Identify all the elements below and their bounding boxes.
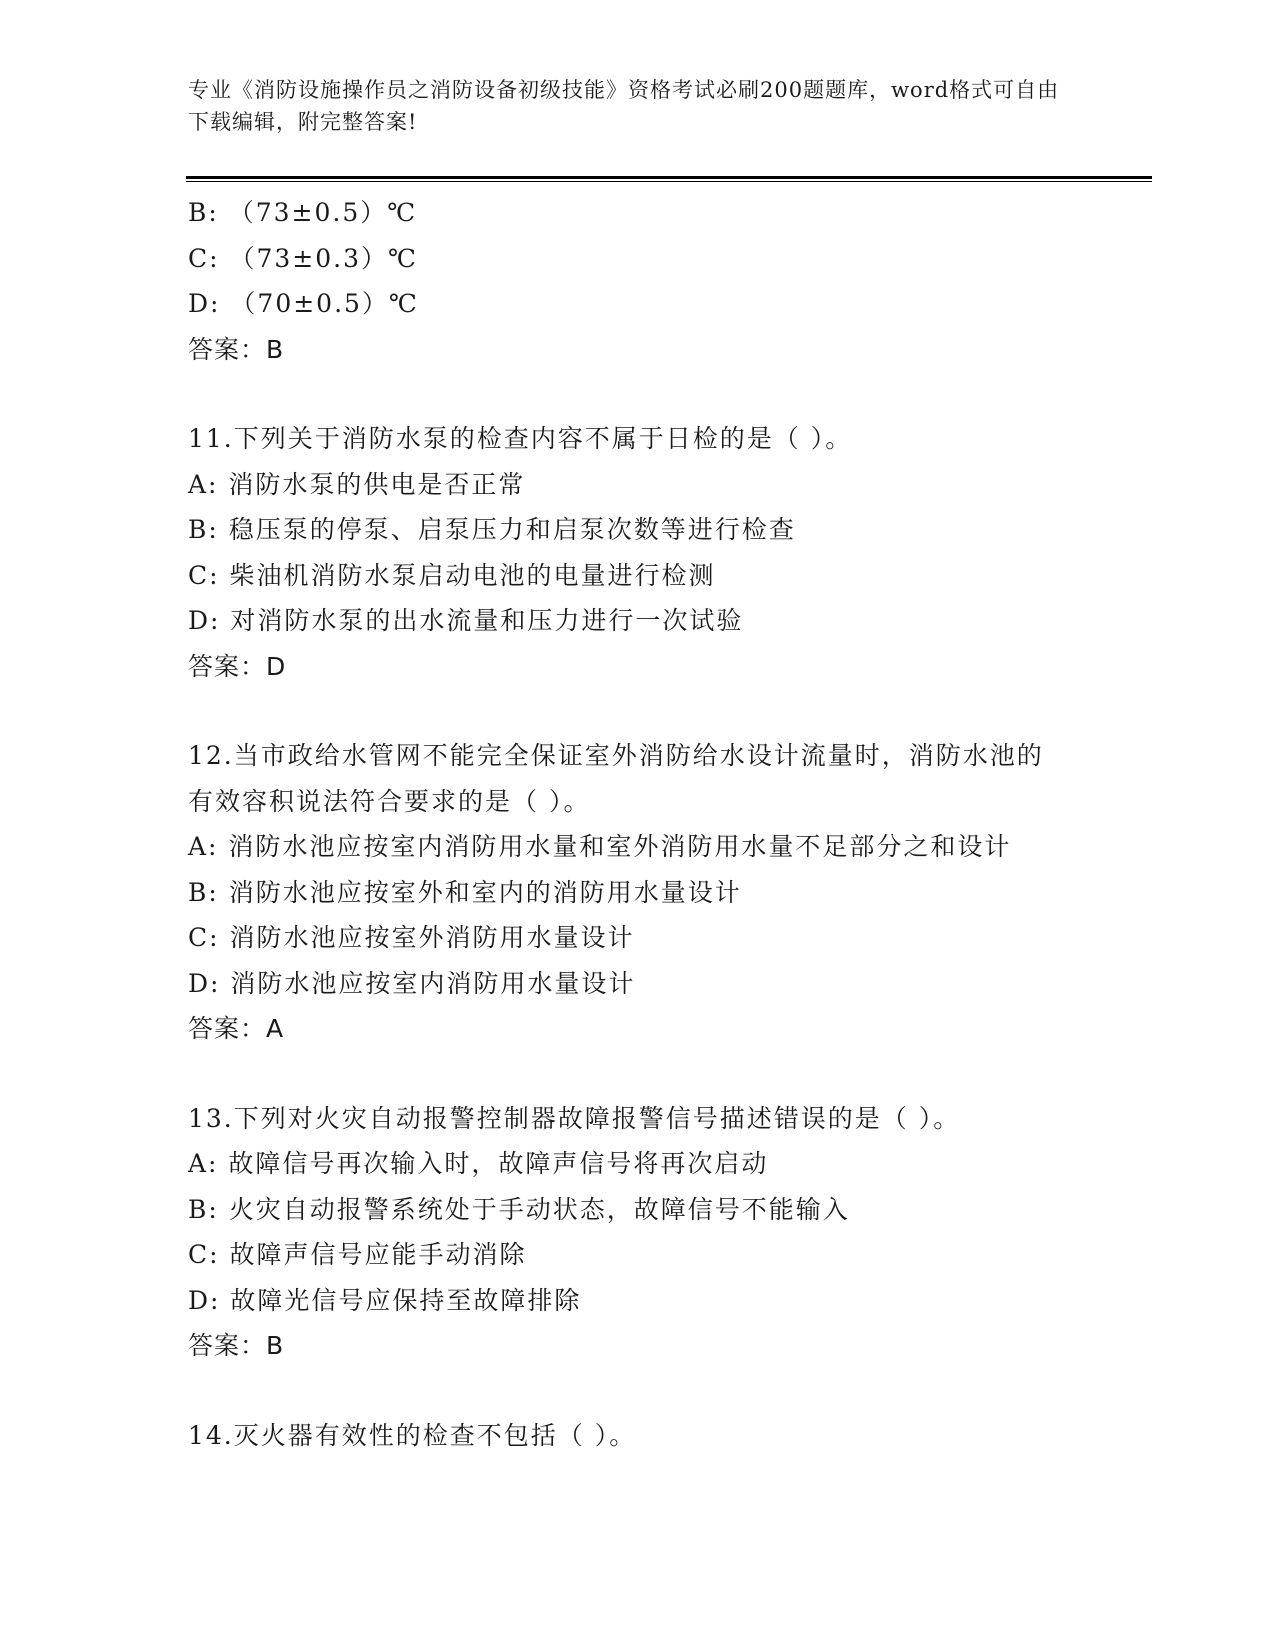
spacer [188, 689, 1088, 733]
document-header: 专业《消防设施操作员之消防设备初级技能》资格考试必刷200题题库，word格式可自由下载编辑，附完整答案! [188, 78, 1060, 134]
option-d: D: 消防水池应按室内消防用水量设计 [188, 968, 636, 998]
option-c: C: （73±0.3）℃ [188, 243, 418, 273]
option-c: C: 故障声信号应能手动消除 [188, 1240, 527, 1269]
header-divider [186, 176, 1152, 182]
option-d: D: 对消防水泵的出水流量和压力进行一次试验 [188, 606, 744, 635]
question-stem: 11.下列关于消防水泵的检查内容不属于日检的是（ ）。 [188, 424, 853, 453]
option-b: B: 稳压泵的停泵、启泵压力和启泵次数等进行检查 [188, 515, 796, 544]
question-stem: 13.下列对火灾自动报警控制器故障报警信号描述错误的是（ ）。 [188, 1103, 961, 1133]
option-a: A: 消防水泵的供电是否正常 [188, 469, 526, 499]
option-a: A: 故障信号再次输入时，故障声信号将再次启动 [188, 1149, 769, 1178]
spacer [188, 372, 1088, 416]
question-stem: 14.灭火器有效性的检查不包括（ ）。 [188, 1420, 637, 1450]
option-c: C: 消防水池应按室外消防用水量设计 [188, 923, 635, 952]
spacer [188, 1052, 1088, 1096]
option-b: B: 火灾自动报警系统处于手动状态，故障信号不能输入 [188, 1194, 850, 1224]
option-b: B: 消防水池应按室外和室内的消防用水量设计 [188, 877, 742, 907]
question-10-tail [188, 190, 1088, 372]
question-12 [188, 733, 1088, 1052]
question-14 [188, 1413, 1088, 1459]
answer-line: 答案：B [188, 334, 285, 364]
option-a: A: 消防水池应按室内消防用水量和室外消防用水量不足部分之和设计 [188, 832, 1012, 861]
option-c: C: 柴油机消防水泵启动电池的电量进行检测 [188, 560, 716, 590]
question-13 [188, 1096, 1088, 1369]
option-b: B: （73±0.5）℃ [188, 198, 418, 227]
question-11 [188, 416, 1088, 689]
document-body [188, 190, 1088, 1458]
option-d: D: （70±0.5）℃ [188, 289, 419, 318]
answer-line: 答案：D [188, 651, 287, 681]
question-stem: 12.当市政给水管网不能完全保证室外消防给水设计流量时，消防水池的有效容积说法符合要求的是（ ）。 [188, 741, 1044, 816]
answer-line: 答案：B [188, 1331, 285, 1360]
option-d: D: 故障光信号应保持至故障排除 [188, 1285, 582, 1315]
answer-line: 答案：A [188, 1014, 285, 1043]
spacer [188, 1369, 1088, 1413]
